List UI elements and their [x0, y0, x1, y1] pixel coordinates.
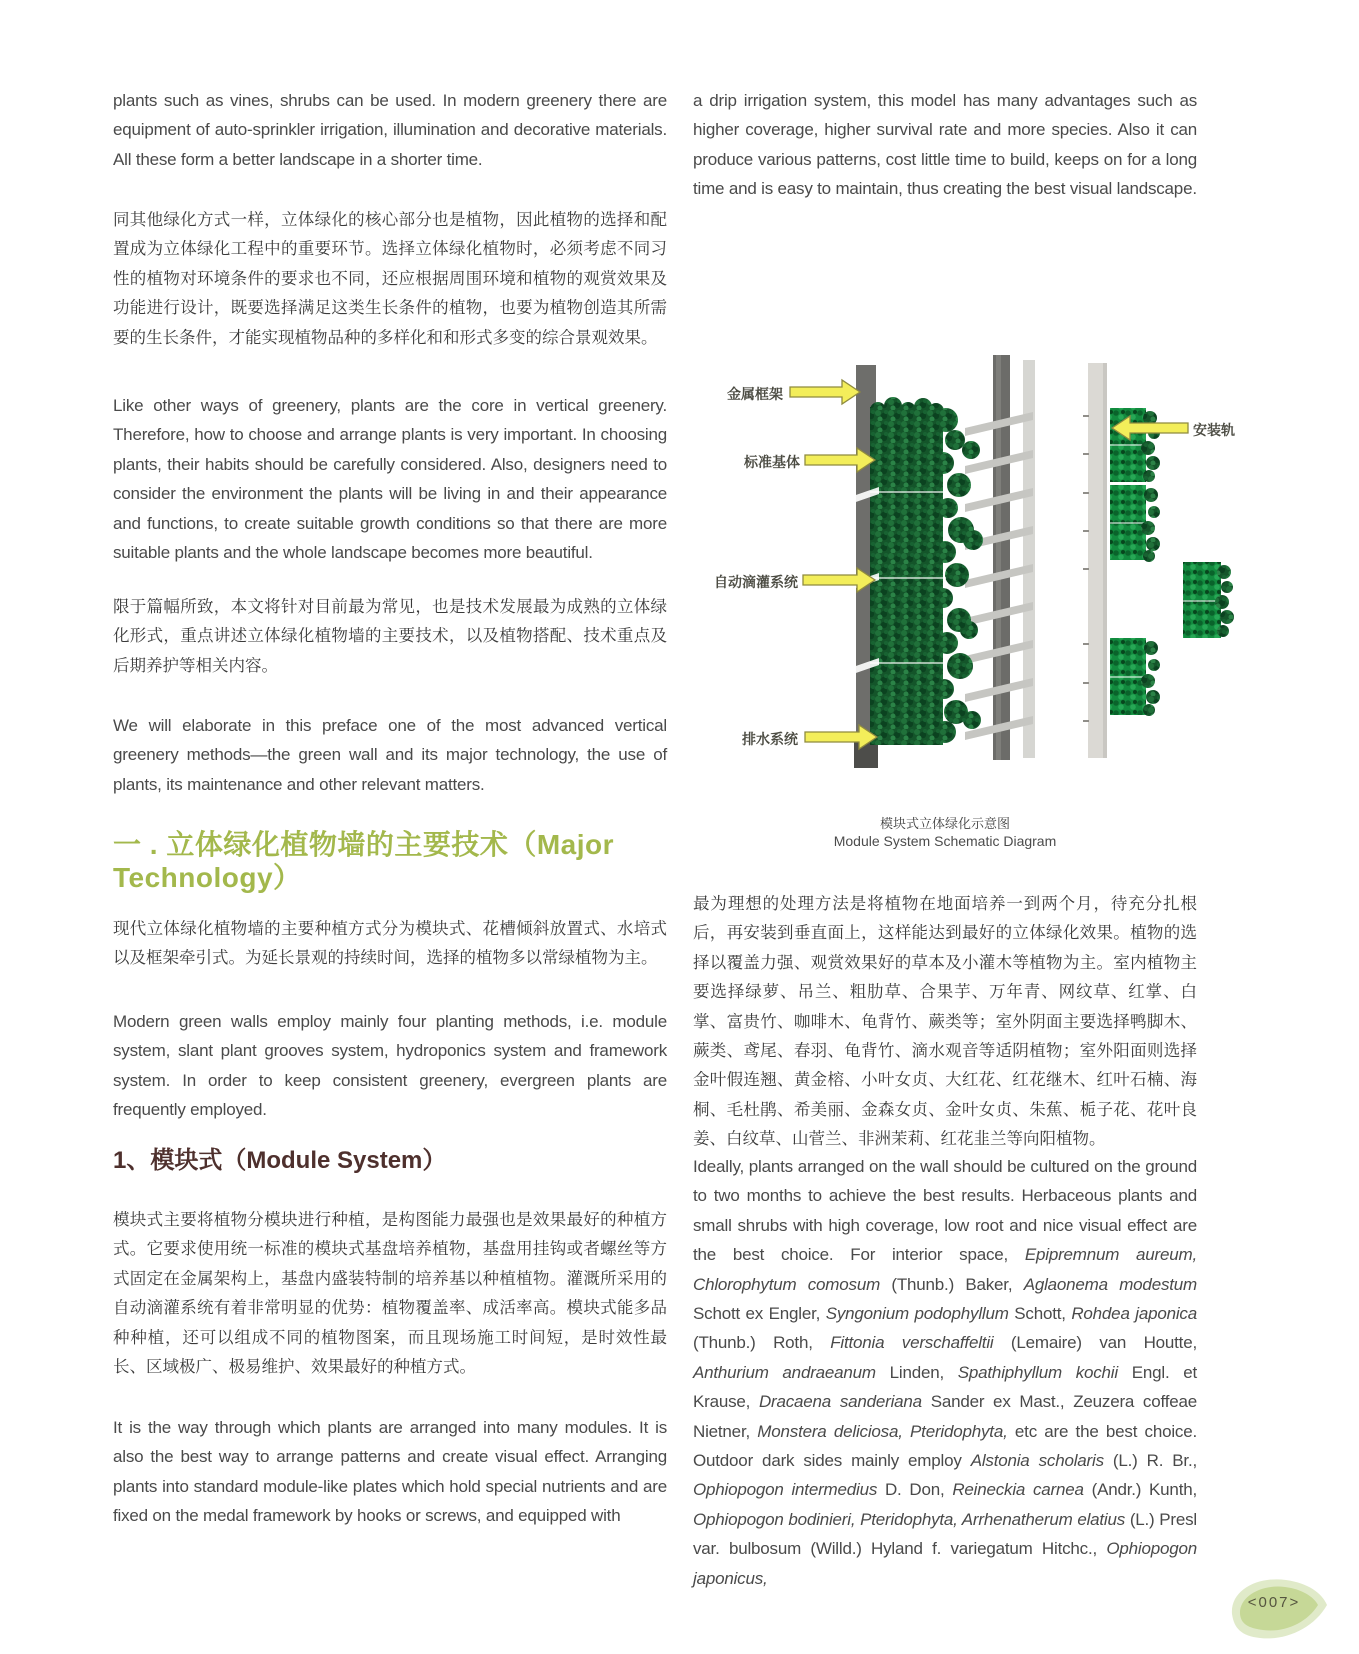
section-heading-major-technology: 一 . 立体绿化植物墙的主要技术（Major Technology）	[113, 829, 615, 893]
middle-rack-graphic	[965, 355, 1035, 760]
right-paragraph-3: Ideally, plants arranged on the wall should be cultured on the ground to two months to achieve the best results. Herbaceous plants and small shrubs with high coverage, low root and nice visual effect are the best choice. For interior space, Epipremnum aureum, Chlorophytum comosum (Thunb.) Baker, Aglaonema modestum Schott ex Engler, Syngonium podophyllum Schott, Rohdea japonica (Thunb.) Roth, Fittonia verschaffeltii (Lemaire) van Houtte, Anthurium andraeanum Linden, Spathiphyllum kochii Engl. et Krause, Dracaena sanderiana Sander ex Mast., Zeuzera coffeae Nietner, Monstera deliciosa, Pteridophyta, etc are the best choice. Outdoor dark sides mainly employ Alstonia scholaris (L.) R. Br., Ophiopogon intermedius D. Don, Reineckia carnea (Andr.) Kunth, Ophiopogon bodinieri, Pteridophyta, Arrhenatherum elatius (L.) Presl var. bulbosum (Willd.) Hyland f. variegatum Hitchc., Ophiopogon japonicus,	[693, 1157, 1198, 1588]
left-paragraph-5: We will elaborate in this preface one of the most advanced vertical greenery methods—the green wall and its major technology, the use of plants, its maintenance and other relevant matters.	[113, 716, 667, 794]
diagram-label-standard-base: 标准基体	[744, 454, 800, 470]
left-paragraph-8-zh: 模块式主要将植物分模块进行种植，是构图能力最强也是效果最好的种植方式。它要求使用统一标准的模块式基盘培养植物，基盘用挂钩或者螺丝等方式固定在金属架构上，基盘内盛装特制的培养基以种植植物。灌溉所采用的自动滴灌系统有着非常明显的优势：植物覆盖率、成活率高。模块式能多品种种植，还可以组成不同的植物图案，而且现场施工时间短，是时效性最长、区域极广、极易维护、效果最好的种植方式。	[113, 1211, 667, 1377]
diagram-caption-zh: 模块式立体绿化示意图	[879, 816, 1010, 831]
left-paragraph-4-zh: 限于篇幅所致，本文将针对目前最为常见，也是技术发展最为成熟的立体绿化形式，重点讲述立体绿化植物墙的主要技术，以及植物搭配、技术重点及后期养护等相关内容。	[113, 598, 667, 675]
module-system-diagram	[693, 300, 1243, 860]
left-paragraph-2-zh: 同其他绿化方式一样，立体绿化的核心部分也是植物，因此植物的选择和配置成为立体绿化工程中的重要环节。选择立体绿化植物时，必须考虑不同习性的植物对环境条件的要求也不同，还应根据周围环境和植物的观赏效果及功能进行设计，既要选择满足这类生长条件的植物，也要为植物创造其所需要的生长条件，才能实现植物品种的多样化和和形式多变的综合景观效果。	[113, 211, 667, 347]
diagram-label-drip-irrigation: 自动滴灌系统	[714, 574, 798, 590]
page-number-badge	[1222, 1572, 1332, 1644]
diagram-caption-en: Module System Schematic Diagram	[833, 833, 1057, 849]
diagram-label-metal-frame: 金属框架	[727, 386, 783, 402]
left-paragraph-3: Like other ways of greenery, plants are the core in vertical greenery. Therefore, how to choose and arrange plants is very important. In choosing plants, their habits should be carefully considered. Also, designers need to consider the environment the plants will be living in and their appearance and functions, to create suitable growth conditions so that there are more suitable plants and the whole landscape becomes more beautiful.	[113, 396, 667, 563]
left-paragraph-6-zh: 现代立体绿化植物墙的主要种植方式分为模块式、花槽倾斜放置式、水培式以及框架牵引式。为延长景观的持续时间，选择的植物多以常绿植物为主。	[113, 920, 667, 968]
left-paragraph-7: Modern green walls employ mainly four planting methods, i.e. module system, slant plant grooves system, hydroponics system and framework system. In order to keep consistent greenery, evergreen plants are frequently employed.	[113, 1012, 667, 1120]
subsection-heading-module-system: 1、模块式（Module System）	[113, 1147, 447, 1174]
left-paragraph-1: plants such as vines, shrubs can be used. In modern greenery there are equipment of auto-sprinkler irrigation, illumination and decorative materials. All these form a better landscape in a shorter time.	[113, 91, 667, 169]
diagram-label-mounting-rail: 安装轨	[1193, 422, 1235, 438]
green-wall-graphic	[853, 365, 983, 768]
right-paragraph-2-zh: 最为理想的处理方法是将植物在地面培养一到两个月，待充分扎根后，再安装到垂直面上，这样能达到最好的立体绿化效果。植物的选择以覆盖力强、观赏效果好的草本及小灌木等植物为主。室内植物主要选择绿萝、吊兰、粗肋草、合果芋、万年青、网纹草、红掌、白掌、富贵竹、咖啡木、龟背竹、蕨类等；室外阴面主要选择鸭脚木、蕨类、鸢尾、春羽、龟背竹、滴水观音等适阴植物；室外阳面则选择金叶假连翘、黄金榕、小叶女贞、大红花、红花继木、红叶石楠、海桐、毛杜鹃、希美丽、金森女贞、金叶女贞、朱蕉、栀子花、花叶良姜、白纹草、山菅兰、非洲茉莉、红花韭兰等向阳植物。	[693, 895, 1197, 1149]
diagram-label-drainage: 排水系统	[742, 731, 798, 747]
page-number: <007>	[1247, 1594, 1301, 1611]
right-paragraph-1: a drip irrigation system, this model has many advantages such as higher coverage, higher survival rate and more species. Also it can produce various patterns, cost little time to build, keeps on for a long time and is easy to maintain, thus creating the best visual landscape.	[693, 91, 1197, 199]
left-paragraph-9: It is the way through which plants are arranged into many modules. It is also the best way to arrange patterns and create visual effect. Arranging plants into standard module-like plates which hold special nutrients and are fixed on the medal framework by hooks or screws, and equipped with	[113, 1418, 667, 1526]
